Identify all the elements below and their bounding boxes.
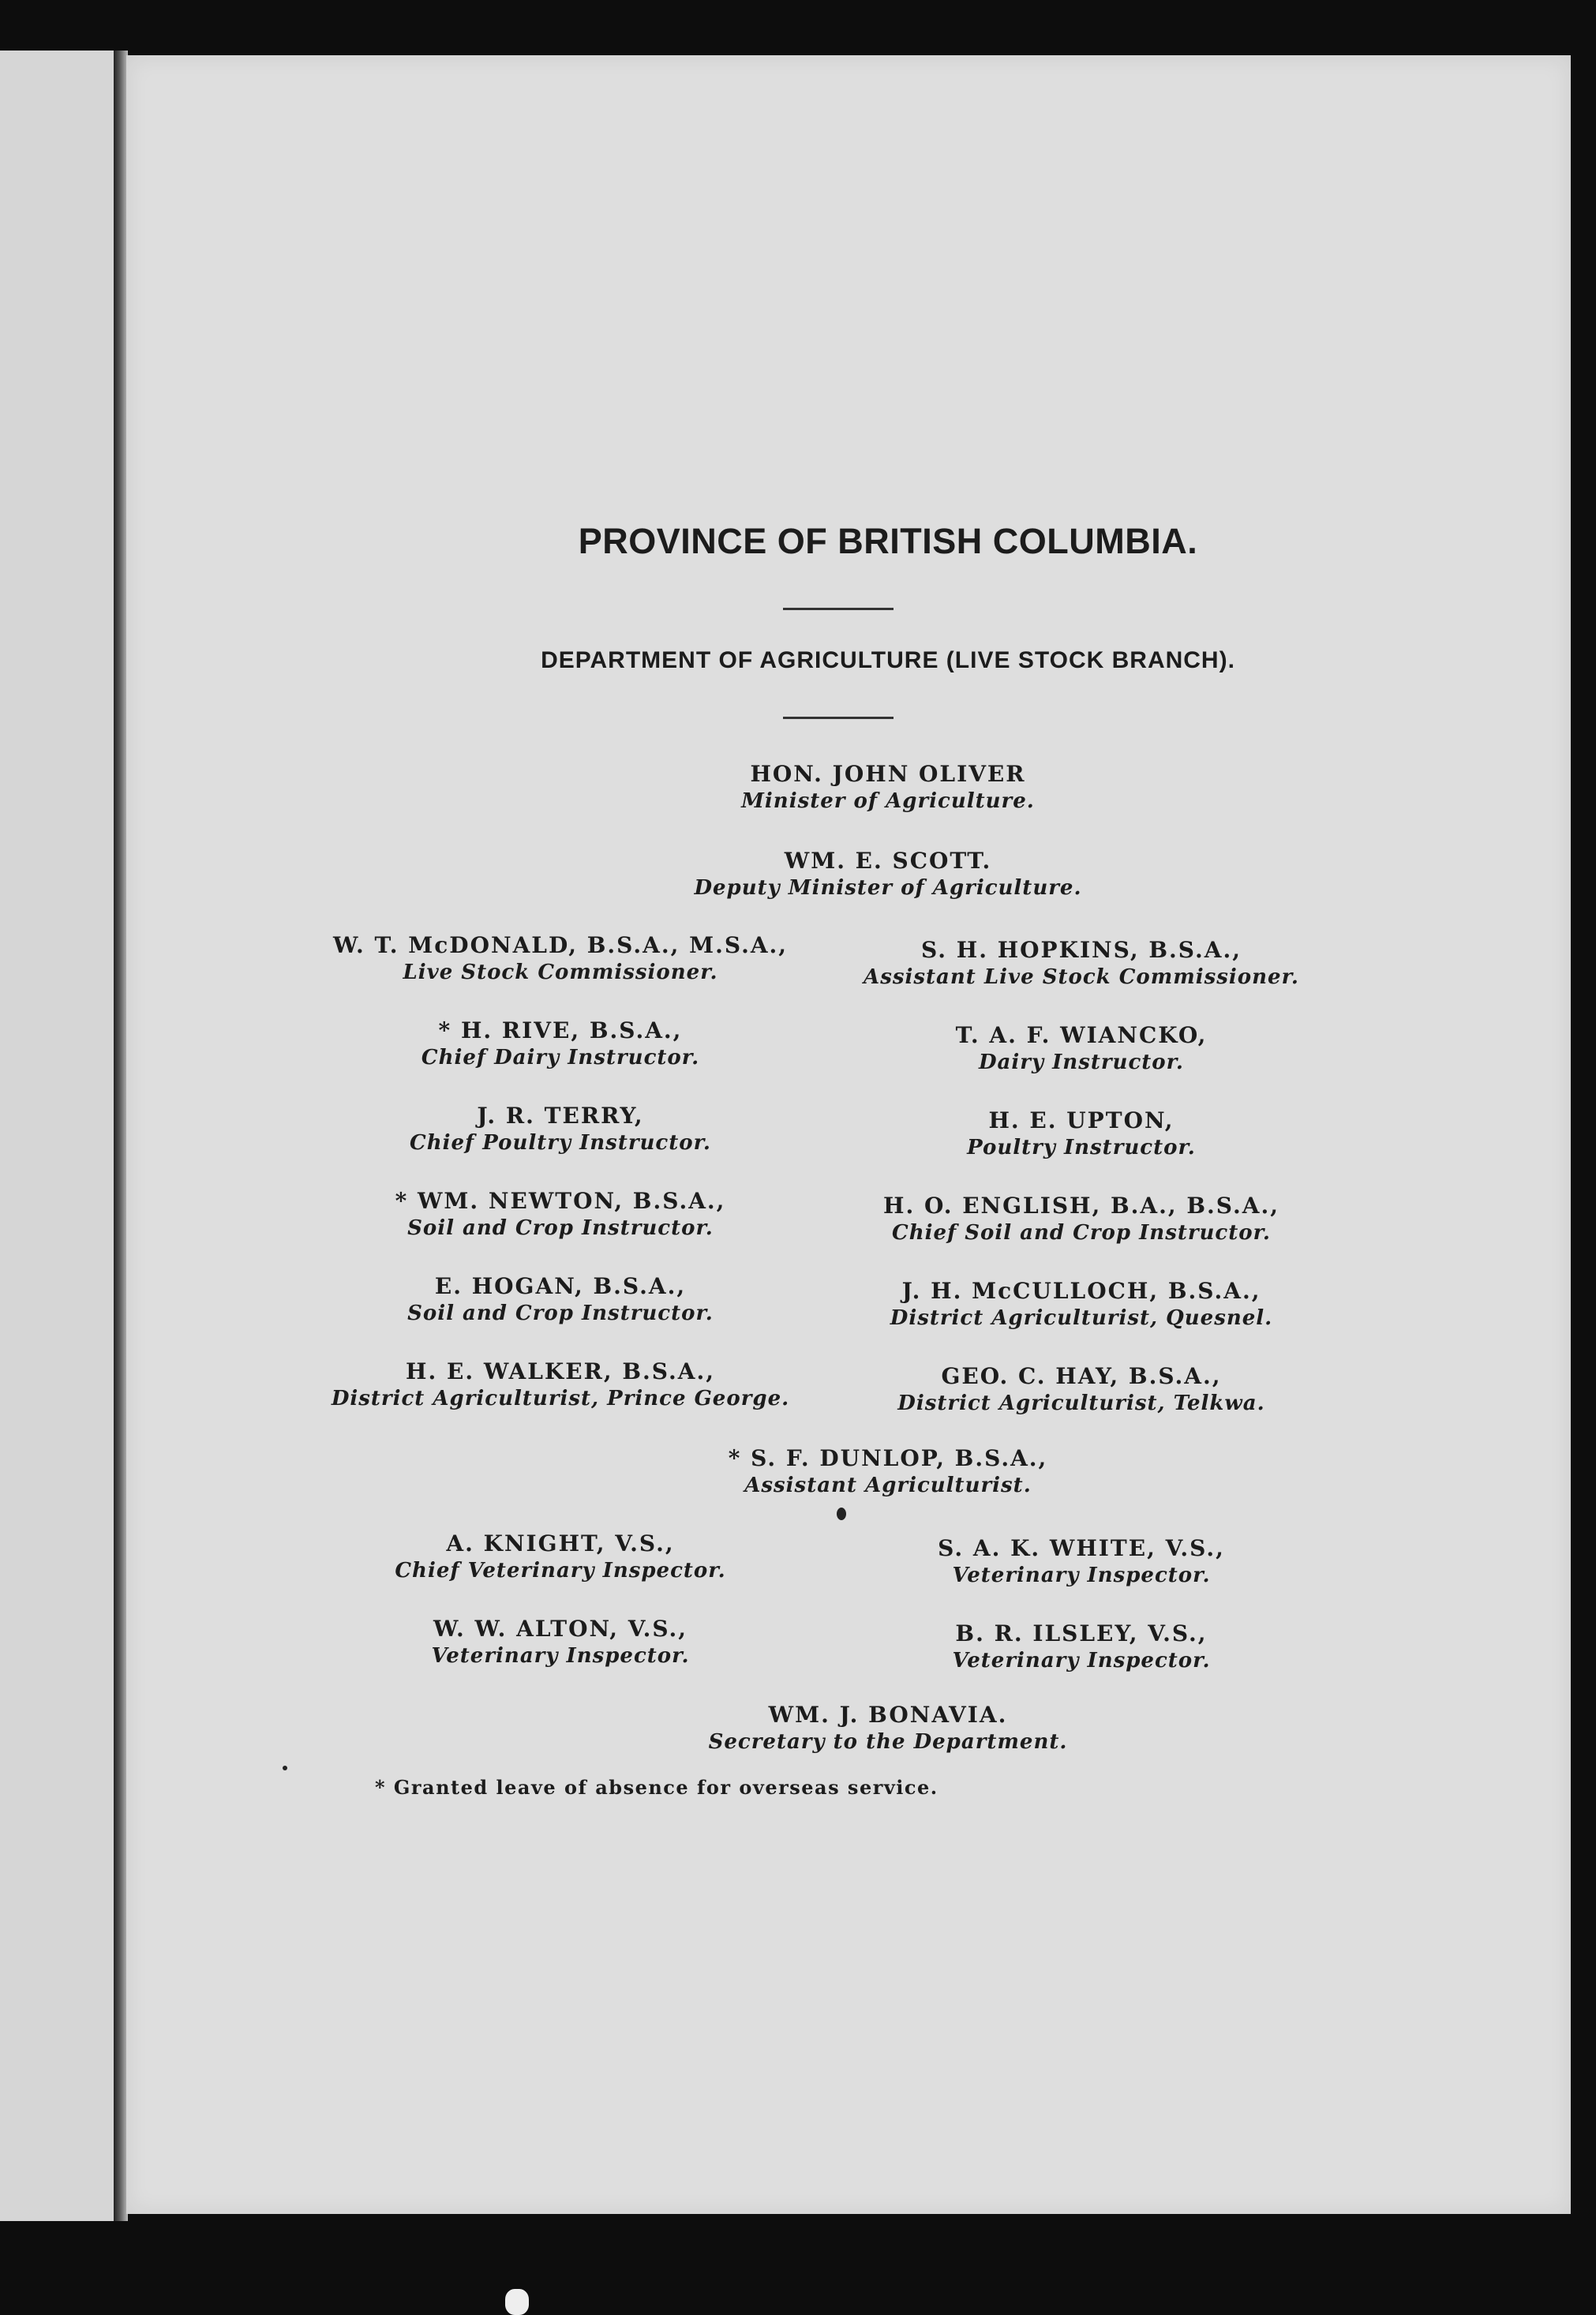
- official-entry: [316, 1102, 805, 1157]
- official-entry: [837, 1620, 1326, 1675]
- official-name: J. R. TERRY,: [477, 1103, 644, 1129]
- official-name: E. HOGAN, B.S.A.,: [434, 1273, 687, 1299]
- official-role: Chief Veterinary Inspector.: [395, 1559, 726, 1583]
- official-entry: [316, 1017, 805, 1072]
- official-name: H. E. WALKER, B.S.A.,: [406, 1358, 715, 1384]
- official-role: Chief Poultry Instructor.: [410, 1131, 711, 1156]
- page-title: PROVINCE OF BRITISH COLUMBIA.: [578, 521, 1198, 561]
- official-role: District Agriculturist, Quesnel.: [890, 1306, 1273, 1331]
- official-role: Assistant Agriculturist.: [744, 1474, 1032, 1498]
- official-entry: [316, 1615, 805, 1670]
- official-name: J. H. McCULLOCH, B.S.A.,: [901, 1278, 1261, 1304]
- official-role: Soil and Crop Instructor.: [407, 1216, 714, 1241]
- minister-entry: [284, 760, 1492, 815]
- official-name: H. E. UPTON,: [988, 1107, 1175, 1133]
- official-role: Veterinary Inspector.: [952, 1564, 1211, 1588]
- official-entry: [316, 1530, 805, 1585]
- official-role: Chief Soil and Crop Instructor.: [892, 1221, 1271, 1246]
- ink-speck: [283, 1766, 287, 1770]
- divider-rule: [783, 608, 894, 610]
- official-role: Live Stock Commissioner.: [403, 961, 718, 985]
- scan-artifact: [505, 2289, 529, 2315]
- official-role: Veterinary Inspector.: [952, 1649, 1211, 1673]
- official-role: District Agriculturist, Telkwa.: [897, 1392, 1265, 1416]
- official-role: Soil and Crop Instructor.: [407, 1302, 714, 1326]
- official-name: GEO. C. HAY, B.S.A.,: [941, 1363, 1222, 1389]
- footnote: * Granted leave of absence for overseas service.: [375, 1776, 938, 1799]
- official-name: W. T. McDONALD, B.S.A., M.S.A.,: [332, 932, 789, 958]
- official-name: S. A. K. WHITE, V.S.,: [938, 1535, 1225, 1561]
- official-name: HON. JOHN OLIVER: [750, 761, 1026, 787]
- official-role: Deputy Minister of Agriculture.: [694, 876, 1082, 901]
- official-role: Chief Dairy Instructor.: [421, 1046, 700, 1070]
- assistant-agriculturist-entry: [284, 1444, 1492, 1500]
- official-name: * WM. NEWTON, B.S.A.,: [395, 1188, 726, 1214]
- official-role: Assistant Live Stock Commissioner.: [864, 965, 1299, 990]
- official-entry: [837, 1192, 1326, 1247]
- official-role: Poultry Instructor.: [967, 1136, 1196, 1160]
- official-entry: [837, 1021, 1326, 1077]
- official-name: A. KNIGHT, V.S.,: [446, 1530, 675, 1556]
- ink-speck: [837, 1508, 846, 1520]
- official-role: Secretary to the Department.: [708, 1730, 1068, 1755]
- official-entry: [837, 1362, 1326, 1418]
- official-entry: [837, 1277, 1326, 1332]
- official-name: S. H. HOPKINS, B.S.A.,: [921, 937, 1242, 963]
- official-name: T. A. F. WIANCKO,: [955, 1022, 1208, 1048]
- official-entry: [316, 1187, 805, 1242]
- page-content: [126, 0, 1571, 2210]
- official-entry: [837, 1107, 1326, 1162]
- official-name: B. R. ILSLEY, V.S.,: [955, 1620, 1208, 1646]
- official-name: H. O. ENGLISH, B.A., B.S.A.,: [883, 1193, 1279, 1219]
- official-entry: [316, 1358, 805, 1413]
- divider-rule: [783, 717, 894, 719]
- official-name: WM. E. SCOTT.: [784, 848, 992, 874]
- secretary-entry: [284, 1701, 1492, 1756]
- official-role: Dairy Instructor.: [979, 1051, 1184, 1075]
- previous-page-edge: [0, 51, 117, 2221]
- official-entry: [316, 931, 805, 987]
- official-name: WM. J. BONAVIA.: [768, 1702, 1008, 1728]
- official-name: * S. F. DUNLOP, B.S.A.,: [728, 1445, 1048, 1471]
- department-heading: DEPARTMENT OF AGRICULTURE (LIVE STOCK BRANCH).: [541, 647, 1235, 673]
- official-name: * H. RIVE, B.S.A.,: [438, 1017, 683, 1043]
- official-entry: [837, 936, 1326, 991]
- official-role: Minister of Agriculture.: [741, 789, 1035, 814]
- official-name: W. W. ALTON, V.S.,: [433, 1616, 688, 1642]
- official-entry: [837, 1534, 1326, 1590]
- official-entry: [316, 1272, 805, 1328]
- official-role: District Agriculturist, Prince George.: [331, 1387, 790, 1411]
- deputy-minister-entry: [284, 847, 1492, 902]
- official-role: Veterinary Inspector.: [431, 1644, 690, 1669]
